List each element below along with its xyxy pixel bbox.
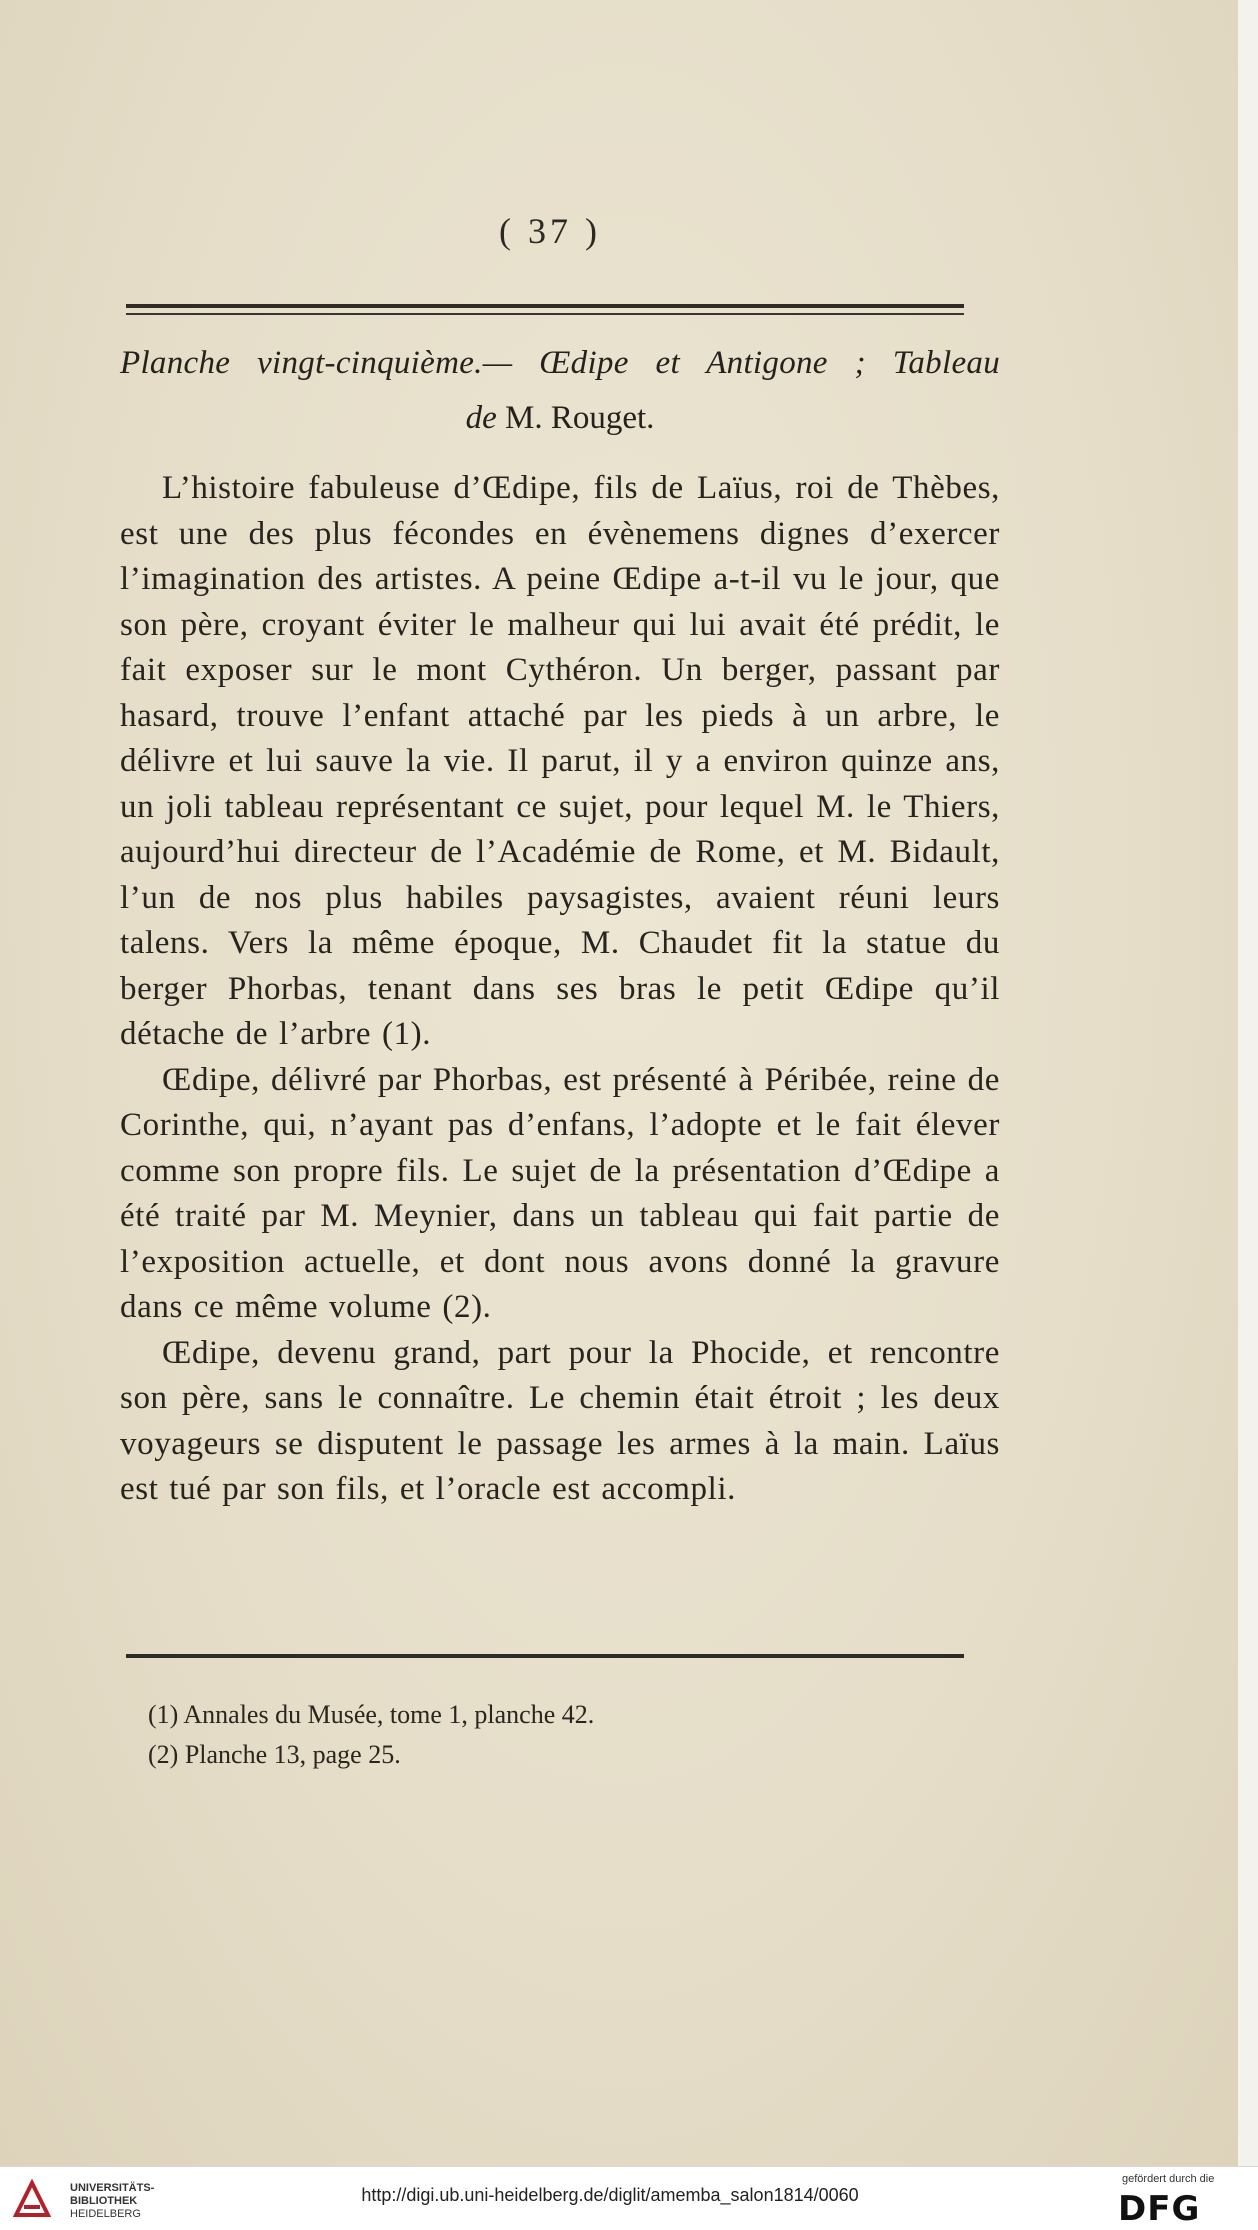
dfg-logo[interactable]: DFG — [1118, 2189, 1201, 2229]
footnote-2: (2) Planche 13, page 25. — [148, 1740, 401, 1769]
paragraph-1: L’histoire fabuleuse d’Œdipe, fils de Laïus, roi de Thèbes, est une des plus fécondes en évènemens dignes d’exercer l’imagination des artistes. A peine Œdipe a-t-il vu le jour, que son père, croyant éviter le malheur qui lui avait été prédit, le fait exposer sur le mont Cythéron. Un berger, passant par hasard, trouve l’enfant attaché par les pieds à un arbre, le délivre et lui sauve la vie. Il parut, il y a environ quinze ans, un joli tableau représentant ce sujet, pour lequel M. le Thiers, aujourd’hui directeur de l’Académie de Rome, et M. Bidault, l’un de nos plus habiles paysagistes, avaient réuni leurs talens. Vers la même époque, M. Chaudet fit la statue du berger Phorbas, tenant dans ses bras le petit Œdipe qu’il détache de l’arbre (1). — [120, 470, 1000, 1052]
footnote-1: (1) Annales du Musée, tome 1, planche 42. — [148, 1700, 595, 1729]
footnote-rule — [126, 1654, 964, 1658]
sponsor-label: gefördert durch die — [1122, 2173, 1215, 2185]
footer-bar — [0, 2166, 1258, 2230]
article-body — [120, 466, 1000, 1513]
library-name: UNIVERSITÄTS- BIBLIOTHEK HEIDELBERG — [70, 2182, 155, 2220]
paragraph-2: Œdipe, délivré par Phorbas, est présenté à Péribée, reine de Corinthe, qui, n’ayant pas d’enfans, l’adopte et le fait élever comme son propre fils. Le sujet de la présentation d’Œdipe a été traité par M. Meynier, dans un tableau qui fait partie de l’exposition actuelle, et dont nous avons donné la gravure dans ce même volume (2). — [120, 1061, 1000, 1325]
permalink-url[interactable]: http://digi.ub.uni-heidelberg.de/diglit/amemba_salon1814/0060 — [361, 2185, 859, 2205]
paragraph-3: Œdipe, devenu grand, part pour la Phocide, et rencontre son père, sans le connaître. Le chemin était étroit ; les deux voyageurs se disputent le passage les armes à la main. Laïus est tué par son fils, et l’oracle est accompli. — [120, 1334, 1000, 1507]
page-edge — [1238, 0, 1258, 2166]
subtitle-prefix: de — [465, 400, 497, 436]
subtitle-name: M. Rouget. — [504, 400, 655, 436]
library-logo-icon[interactable] — [12, 2179, 52, 2219]
header-rule-thin — [126, 313, 964, 315]
plate-title: Planche vingt-cinquième.— Œdipe et Antigone ; Tableau — [120, 345, 1000, 381]
footnotes — [148, 1695, 848, 1775]
header-rule-thick — [126, 304, 964, 308]
page-number: ( 37 ) — [499, 211, 601, 251]
plate-subtitle — [120, 400, 1000, 437]
